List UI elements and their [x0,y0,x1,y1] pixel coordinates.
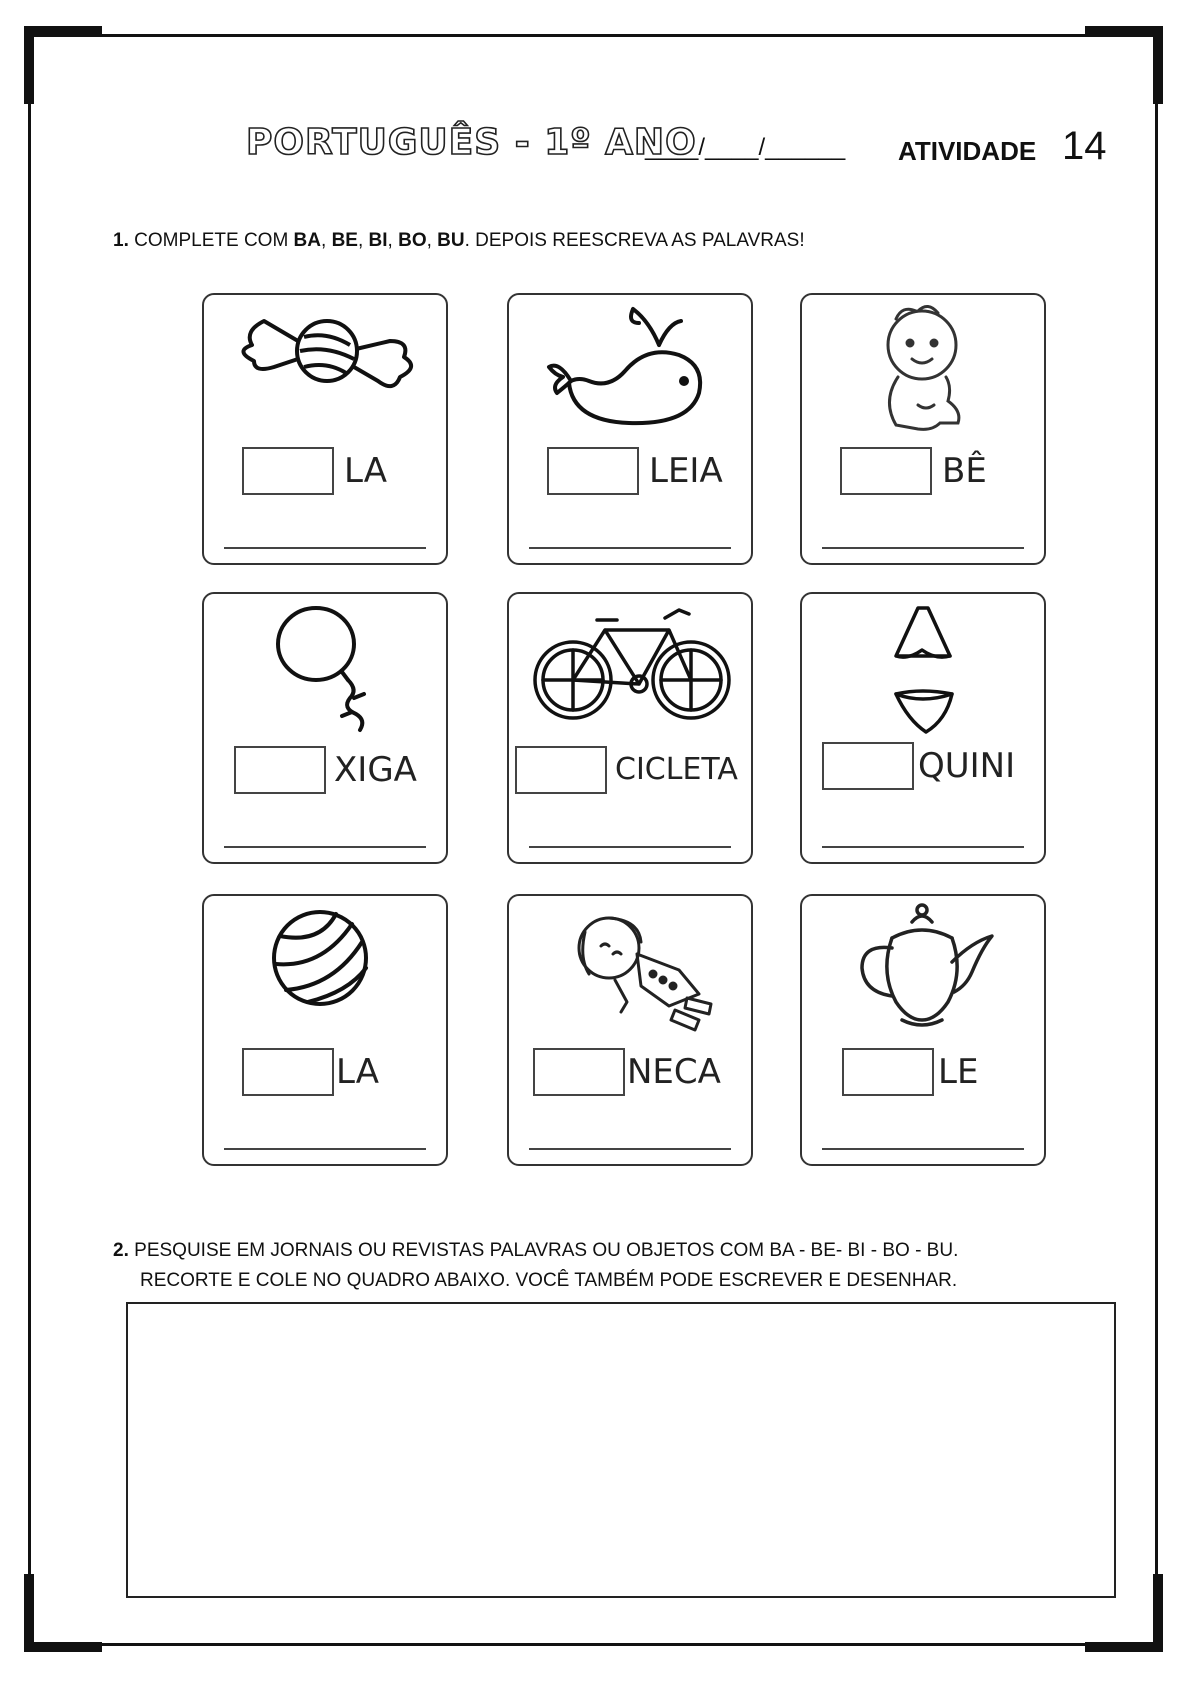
word-card [800,293,1046,565]
syllable-ba: BA [293,230,321,251]
word-suffix: BÊ [942,451,987,491]
rewrite-line[interactable] [224,547,426,549]
word-card [800,894,1046,1166]
syllable-blank[interactable] [547,447,639,495]
word-card [202,592,448,864]
syllable-bu: BU [437,230,465,251]
question-1-number: 1. [113,230,129,251]
syllable-bo: BO [398,230,427,251]
rewrite-line[interactable] [822,1148,1024,1150]
balloon-icon [224,600,430,738]
activity-number: 14 [1062,124,1107,168]
rewrite-line[interactable] [224,1148,426,1150]
corner-bottom-left [24,1574,34,1652]
syllable-blank[interactable] [242,447,334,495]
rewrite-line[interactable] [822,547,1024,549]
question-1: 1. COMPLETE COM BA, BE, BI, BO, BU. DEPOIS REESCREVA AS PALAVRAS! [113,230,805,251]
baby-icon [822,301,1028,439]
rewrite-line[interactable] [529,547,731,549]
whale-icon [529,301,735,439]
syllable-blank[interactable] [840,447,932,495]
corner-bottom-right [1153,1574,1163,1652]
word-suffix: LA [336,1052,379,1092]
date-line[interactable]: ____/____/______ [645,134,846,161]
word-card [507,592,753,864]
word-card [202,894,448,1166]
word-card [507,293,753,565]
corner-top-left-h [24,26,102,36]
word-card [202,293,448,565]
corner-bottom-right-h [1085,1642,1163,1652]
word-suffix: LE [938,1052,979,1092]
word-suffix: QUINI [918,746,1016,786]
word-suffix: LA [344,451,387,491]
rewrite-line[interactable] [529,846,731,848]
word-suffix: NECA [627,1052,721,1092]
syllable-blank[interactable] [822,742,914,790]
syllable-blank[interactable] [242,1048,334,1096]
doll-icon [529,902,735,1040]
ball-icon [224,902,430,1040]
question-1-text-end: . DEPOIS REESCREVA AS PALAVRAS! [464,230,805,251]
teapot-icon [822,902,1028,1040]
page-title: PORTUGUÊS - 1º ANO [246,122,697,163]
rewrite-line[interactable] [822,846,1024,848]
bicycle-icon [529,600,735,738]
answer-box[interactable] [126,1302,1116,1598]
syllable-bi: BI [368,230,388,251]
rewrite-line[interactable] [529,1148,731,1150]
word-suffix: XIGA [334,750,417,790]
corner-top-right-h [1085,26,1163,36]
question-1-text-start: COMPLETE COM [134,230,294,251]
bikini-icon [822,600,1028,738]
syllable-blank[interactable] [234,746,326,794]
syllable-blank[interactable] [533,1048,625,1096]
corner-top-right [1153,26,1163,104]
rewrite-line[interactable] [224,846,426,848]
corner-bottom-left-h [24,1642,102,1652]
syllable-be: BE [331,230,358,251]
activity-label: ATIVIDADE [898,136,1037,166]
question-2 [113,1236,958,1296]
candy-icon [224,301,430,439]
question-2-text-1: PESQUISE EM JORNAIS OU REVISTAS PALAVRAS OU OBJETOS COM BA - BE- BI - BO - BU. [134,1240,959,1261]
question-2-line-1 [113,1236,958,1266]
word-card [800,592,1046,864]
word-card [507,894,753,1166]
corner-top-left [24,26,34,104]
syllable-blank[interactable] [515,746,607,794]
word-suffix: CICLETA [615,752,738,787]
question-2-line-2: RECORTE E COLE NO QUADRO ABAIXO. VOCÊ TAMBÉM PODE ESCREVER E DESENHAR. [140,1270,958,1291]
word-suffix: LEIA [649,451,723,491]
syllable-blank[interactable] [842,1048,934,1096]
question-2-number: 2. [113,1240,129,1261]
